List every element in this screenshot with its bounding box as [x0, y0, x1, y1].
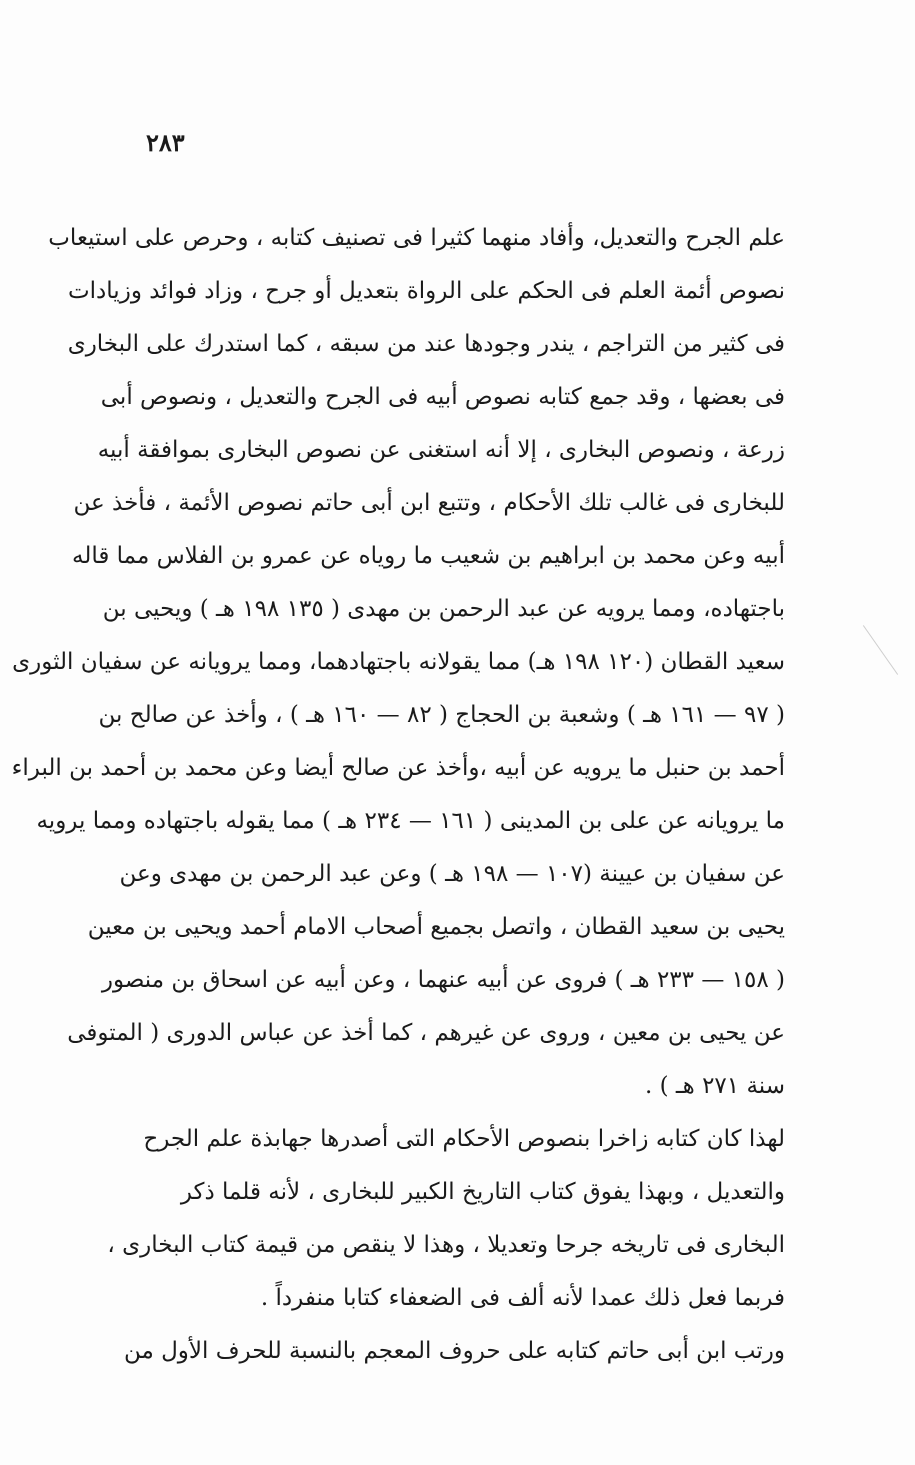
text-line: أحمد بن حنبل ما يرويه عن أبيه ،وأخذ عن صالح أيضا وعن محمد بن أحمد بن البراء — [11, 755, 785, 781]
text-line: فى بعضها ، وقد جمع كتابه نصوص أبيه فى الجرح والتعديل ، ونصوص أبى — [100, 384, 785, 410]
page-body — [11, 212, 785, 1378]
text-line: ( ١٥٨ — ٢٣٣ هـ ) فروى عن أبيه عنهما ، وعن أبيه عن اسحاق بن منصور — [101, 967, 785, 993]
text-line: ما يرويانه عن على بن المدينى ( ١٦١ — ٢٣٤ هـ ) مما يقوله باجتهاده ومما يرويه — [36, 808, 785, 834]
paragraph-2 — [107, 1113, 785, 1325]
text-line: يحيى بن سعيد القطان ، واتصل بجميع أصحاب الامام أحمد ويحيى بن معين — [87, 914, 785, 940]
text-line: زرعة ، ونصوص البخارى ، إلا أنه استغنى عن نصوص البخارى بموافقة أبيه — [97, 437, 785, 463]
paragraph-1 — [11, 212, 785, 1113]
text-line: سعيد القطان (١٢٠ ١٩٨ هـ) مما يقولانه باجتهادهما، ومما يرويانه عن سفيان الثورى — [12, 649, 785, 675]
text-line: للبخارى فى غالب تلك الأحكام ، وتتبع ابن أبى حاتم نصوص الأئمة ، فأخذ عن — [73, 490, 785, 516]
text-line: عن يحيى بن معين ، وروى عن غيرهم ، كما أخذ عن عباس الدورى ( المتوفى — [67, 1020, 785, 1046]
text-line: باجتهاده، ومما يرويه عن عبد الرحمن بن مهدى ( ١٣٥ ١٩٨ هـ ) ويحيى بن — [102, 596, 785, 622]
text-line: فى كثير من التراجم ، يندر وجودها عند من سبقه ، كما استدرك على البخارى — [67, 331, 785, 357]
text-line: ( ٩٧ — ١٦١ هـ ) وشعبة بن الحجاج ( ٨٢ — ١٦٠ هـ ) ، وأخذ عن صالح بن — [98, 702, 785, 728]
text-line: سنة ٢٧١ هـ ) . — [644, 1073, 785, 1099]
scan-artifact-line — [863, 625, 898, 675]
text-line: ورتب ابن أبى حاتم كتابه على حروف المعجم بالنسبة للحرف الأول من — [123, 1338, 785, 1364]
text-line: نصوص أئمة العلم فى الحكم على الرواة بتعديل أو جرح ، وزاد فوائد وزيادات — [68, 278, 785, 304]
text-line: فربما فعل ذلك عمدا لأنه ألف فى الضعفاء كتابا منفرداً . — [260, 1285, 785, 1311]
text-line: علم الجرح والتعديل، وأفاد منهما كثيرا فى تصنيف كتابه ، وحرص على استيعاب — [48, 225, 785, 251]
text-line: البخارى فى تاريخه جرحا وتعديلا ، وهذا لا ينقص من قيمة كتاب البخارى ، — [107, 1232, 785, 1258]
text-line: لهذا كان كتابه زاخرا بنصوص الأحكام التى أصدرها جهابذة علم الجرح — [143, 1126, 785, 1152]
text-line: أبيه وعن محمد بن ابراهيم بن شعيب ما روياه عن عمرو بن الفلاس مما قاله — [71, 543, 785, 569]
paragraph-3 — [123, 1325, 785, 1378]
page-number: ٢٨٣ — [146, 128, 185, 157]
text-line: عن سفيان بن عيينة (١٠٧ — ١٩٨ هـ ) وعن عبد الرحمن بن مهدى وعن — [119, 861, 785, 887]
text-line: والتعديل ، وبهذا يفوق كتاب التاريخ الكبير للبخارى ، لأنه قلما ذكر — [180, 1179, 785, 1205]
